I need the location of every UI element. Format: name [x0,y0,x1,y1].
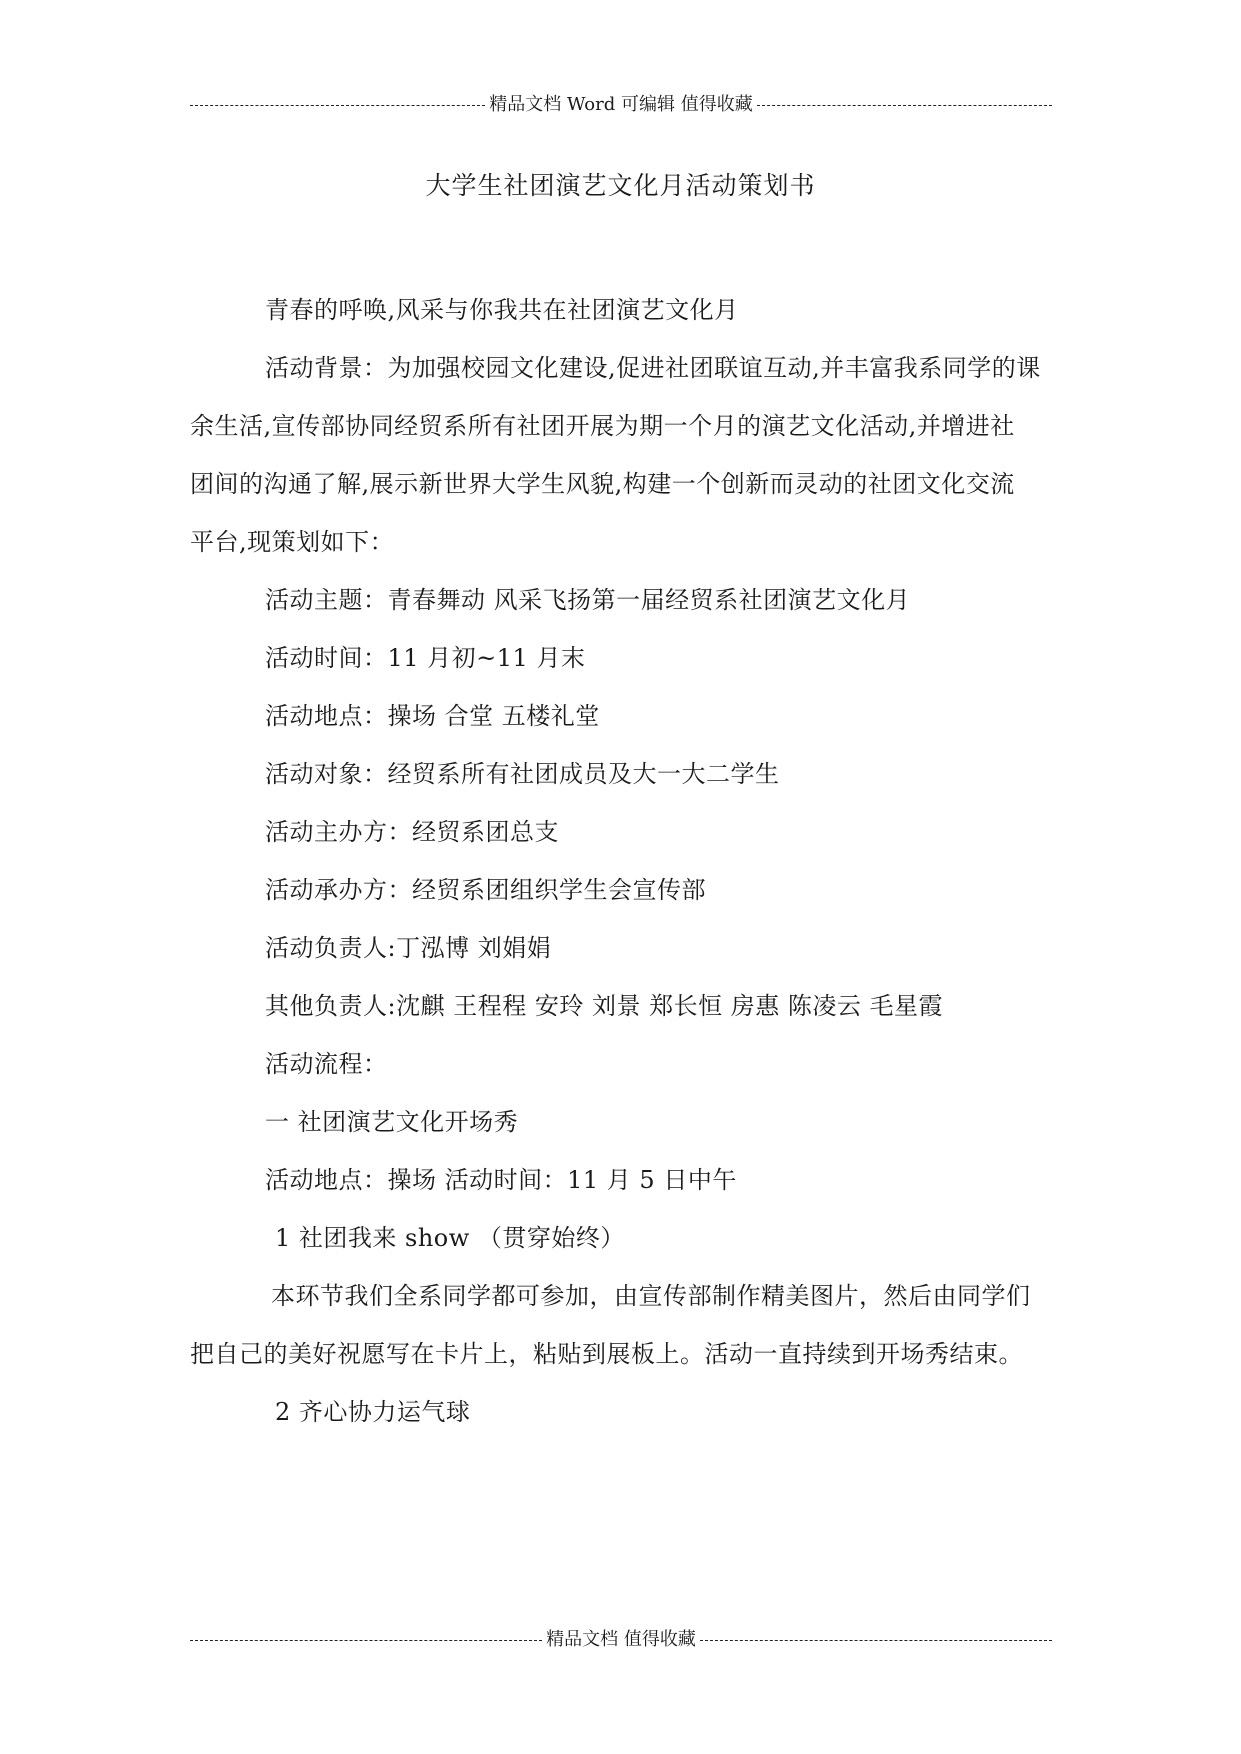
paragraph-slogan: 青春的呼唤,风采与你我共在社团演艺文化月 [265,296,739,324]
paragraph-background-line-1: 活动背景：为加强校园文化建设,促进社团联谊互动,并丰富我系同学的课 [265,354,1041,382]
section-heading-1: 一 社团演艺文化开场秀 [265,1108,519,1136]
item-heading-2: 2 齐心协力运气球 [275,1398,471,1426]
page-header [190,93,1052,117]
paragraph-background-line-4: 平台,现策划如下： [190,528,395,556]
item-heading-1: 1 社团我来 show （贯穿始终） [275,1224,625,1252]
section-1-info: 活动地点：操场 活动时间：11 月 5 日中午 [265,1166,737,1194]
footer-dash-right [700,1640,1052,1641]
paragraph-theme: 活动主题：青春舞动 风采飞扬第一届经贸系社团演艺文化月 [265,586,911,614]
header-dash-left [190,105,485,106]
document-title: 大学生社团演艺文化月活动策划书 [425,171,816,200]
footer-text: 精品文档 值得收藏 [546,1629,696,1650]
item-1-description-line-2: 把自己的美好祝愿写在卡片上，粘贴到展板上。活动一直持续到开场秀结束。 [190,1340,1023,1368]
footer-dash-left [190,1640,542,1641]
header-text: 精品文档 Word 可编辑 值得收藏 [489,94,753,115]
paragraph-host: 活动主办方：经贸系团总支 [265,818,559,846]
paragraph-organizer: 活动承办方：经贸系团组织学生会宣传部 [265,876,706,904]
paragraph-leader: 活动负责人:丁泓博 刘娟娟 [265,934,552,962]
paragraph-place: 活动地点：操场 合堂 五楼礼堂 [265,702,600,730]
item-1-description-line-1: 本环节我们全系同学都可参加，由宣传部制作精美图片，然后由同学们 [271,1282,1031,1310]
header-dash-right [757,105,1052,106]
paragraph-other-leaders: 其他负责人:沈麒 王程程 安玲 刘景 郑长恒 房惠 陈凌云 毛星霞 [265,992,943,1020]
paragraph-target: 活动对象：经贸系所有社团成员及大一大二学生 [265,760,780,788]
paragraph-process: 活动流程： [265,1050,388,1078]
page-footer [190,1628,1052,1652]
paragraph-background-line-3: 团间的沟通了解,展示新世界大学生风貌,构建一个创新而灵动的社团文化交流 [190,470,1015,498]
paragraph-time: 活动时间：11 月初~11 月末 [265,644,586,672]
paragraph-background-line-2: 余生活,宣传部协同经贸系所有社团开展为期一个月的演艺文化活动,并增进社 [190,412,1015,440]
